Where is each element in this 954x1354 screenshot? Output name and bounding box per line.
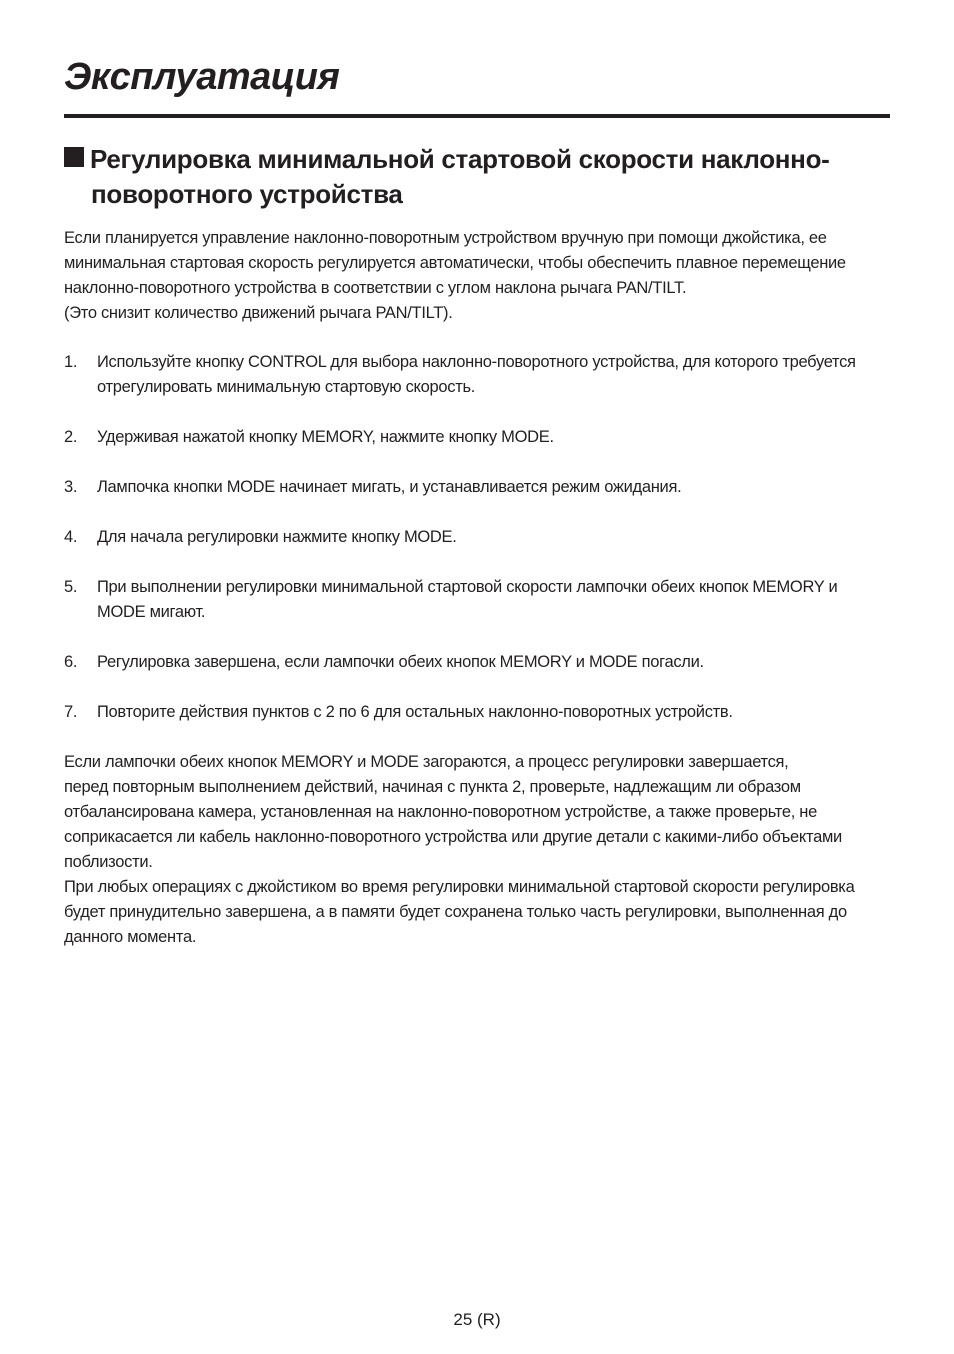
- step-text-line: Используйте кнопку CONTROL для выбора наклонно-поворотного устройства, для которого требуется: [97, 353, 856, 371]
- step-text-line: Для начала регулировки нажмите кнопку MODE.: [97, 528, 457, 546]
- step-item: [64, 575, 890, 625]
- intro-line: минимальная стартовая скорость регулируется автоматически, чтобы обеспечить плавное перемещение: [64, 254, 846, 272]
- step-number: 3.: [64, 478, 78, 496]
- step-number: 2.: [64, 428, 78, 446]
- notes-line: перед повторным выполнением действий, начиная с пункта 2, проверьте, надлежащим ли образом: [64, 778, 801, 796]
- step-number: 7.: [64, 703, 78, 721]
- step-item: [64, 525, 890, 550]
- section-heading-line-2: поворотного устройства: [91, 179, 403, 209]
- intro-line: наклонно-поворотного устройства в соответствии с углом наклона рычага PAN/TILT.: [64, 279, 687, 297]
- step-item: [64, 650, 890, 675]
- intro-line: Если планируется управление наклонно-поворотным устройством вручную при помощи джойстика, ее: [64, 229, 827, 247]
- notes-paragraph: [64, 750, 890, 950]
- step-text-line: Лампочка кнопки MODE начинает мигать, и устанавливается режим ожидания.: [97, 478, 682, 496]
- notes-line: поблизости.: [64, 853, 153, 871]
- title-divider: [64, 114, 890, 118]
- section-heading: [64, 142, 890, 212]
- step-number: 4.: [64, 528, 78, 546]
- page-title: Эксплуатация: [64, 56, 340, 98]
- notes-line: При любых операциях с джойстиком во время регулировки минимальной стартовой скорости регулировка: [64, 878, 855, 896]
- intro-line: (Это снизит количество движений рычага PAN/TILT).: [64, 304, 453, 322]
- intro-paragraph: [64, 226, 890, 326]
- step-text-line: Повторите действия пунктов с 2 по 6 для остальных наклонно-поворотных устройств.: [97, 703, 733, 721]
- step-text-line: При выполнении регулировки минимальной стартовой скорости лампочки обеих кнопок MEMORY и: [97, 578, 838, 596]
- step-number: 6.: [64, 653, 78, 671]
- step-text-line: отрегулировать минимальную стартовую скорость.: [97, 378, 476, 396]
- page-number: 25 (R): [453, 1310, 501, 1329]
- step-item: [64, 350, 890, 400]
- step-number: 5.: [64, 578, 78, 596]
- step-number: 1.: [64, 353, 78, 371]
- step-text-line: MODE мигают.: [97, 603, 206, 621]
- step-item: [64, 700, 890, 725]
- step-text-line: Регулировка завершена, если лампочки обеих кнопок MEMORY и MODE погасли.: [97, 653, 704, 671]
- notes-line: соприкасается ли кабель наклонно-поворотного устройства или другие детали с какими-либо объектами: [64, 828, 842, 846]
- section-heading-line-1: Регулировка минимальной стартовой скорости наклонно-: [90, 144, 830, 174]
- step-item: [64, 425, 890, 450]
- square-bullet-icon: [64, 147, 84, 167]
- notes-line: данного момента.: [64, 928, 197, 946]
- step-text-line: Удерживая нажатой кнопку MEMORY, нажмите кнопку MODE.: [97, 428, 554, 446]
- notes-line: отбалансирована камера, установленная на наклонно-поворотном устройстве, а также проверьте, не: [64, 803, 817, 821]
- steps-list: [64, 350, 890, 750]
- notes-line: будет принудительно завершена, а в памяти будет сохранена только часть регулировки, выполненная до: [64, 903, 847, 921]
- step-item: [64, 475, 890, 500]
- notes-line: Если лампочки обеих кнопок MEMORY и MODE загораются, а процесс регулировки завершается,: [64, 753, 789, 771]
